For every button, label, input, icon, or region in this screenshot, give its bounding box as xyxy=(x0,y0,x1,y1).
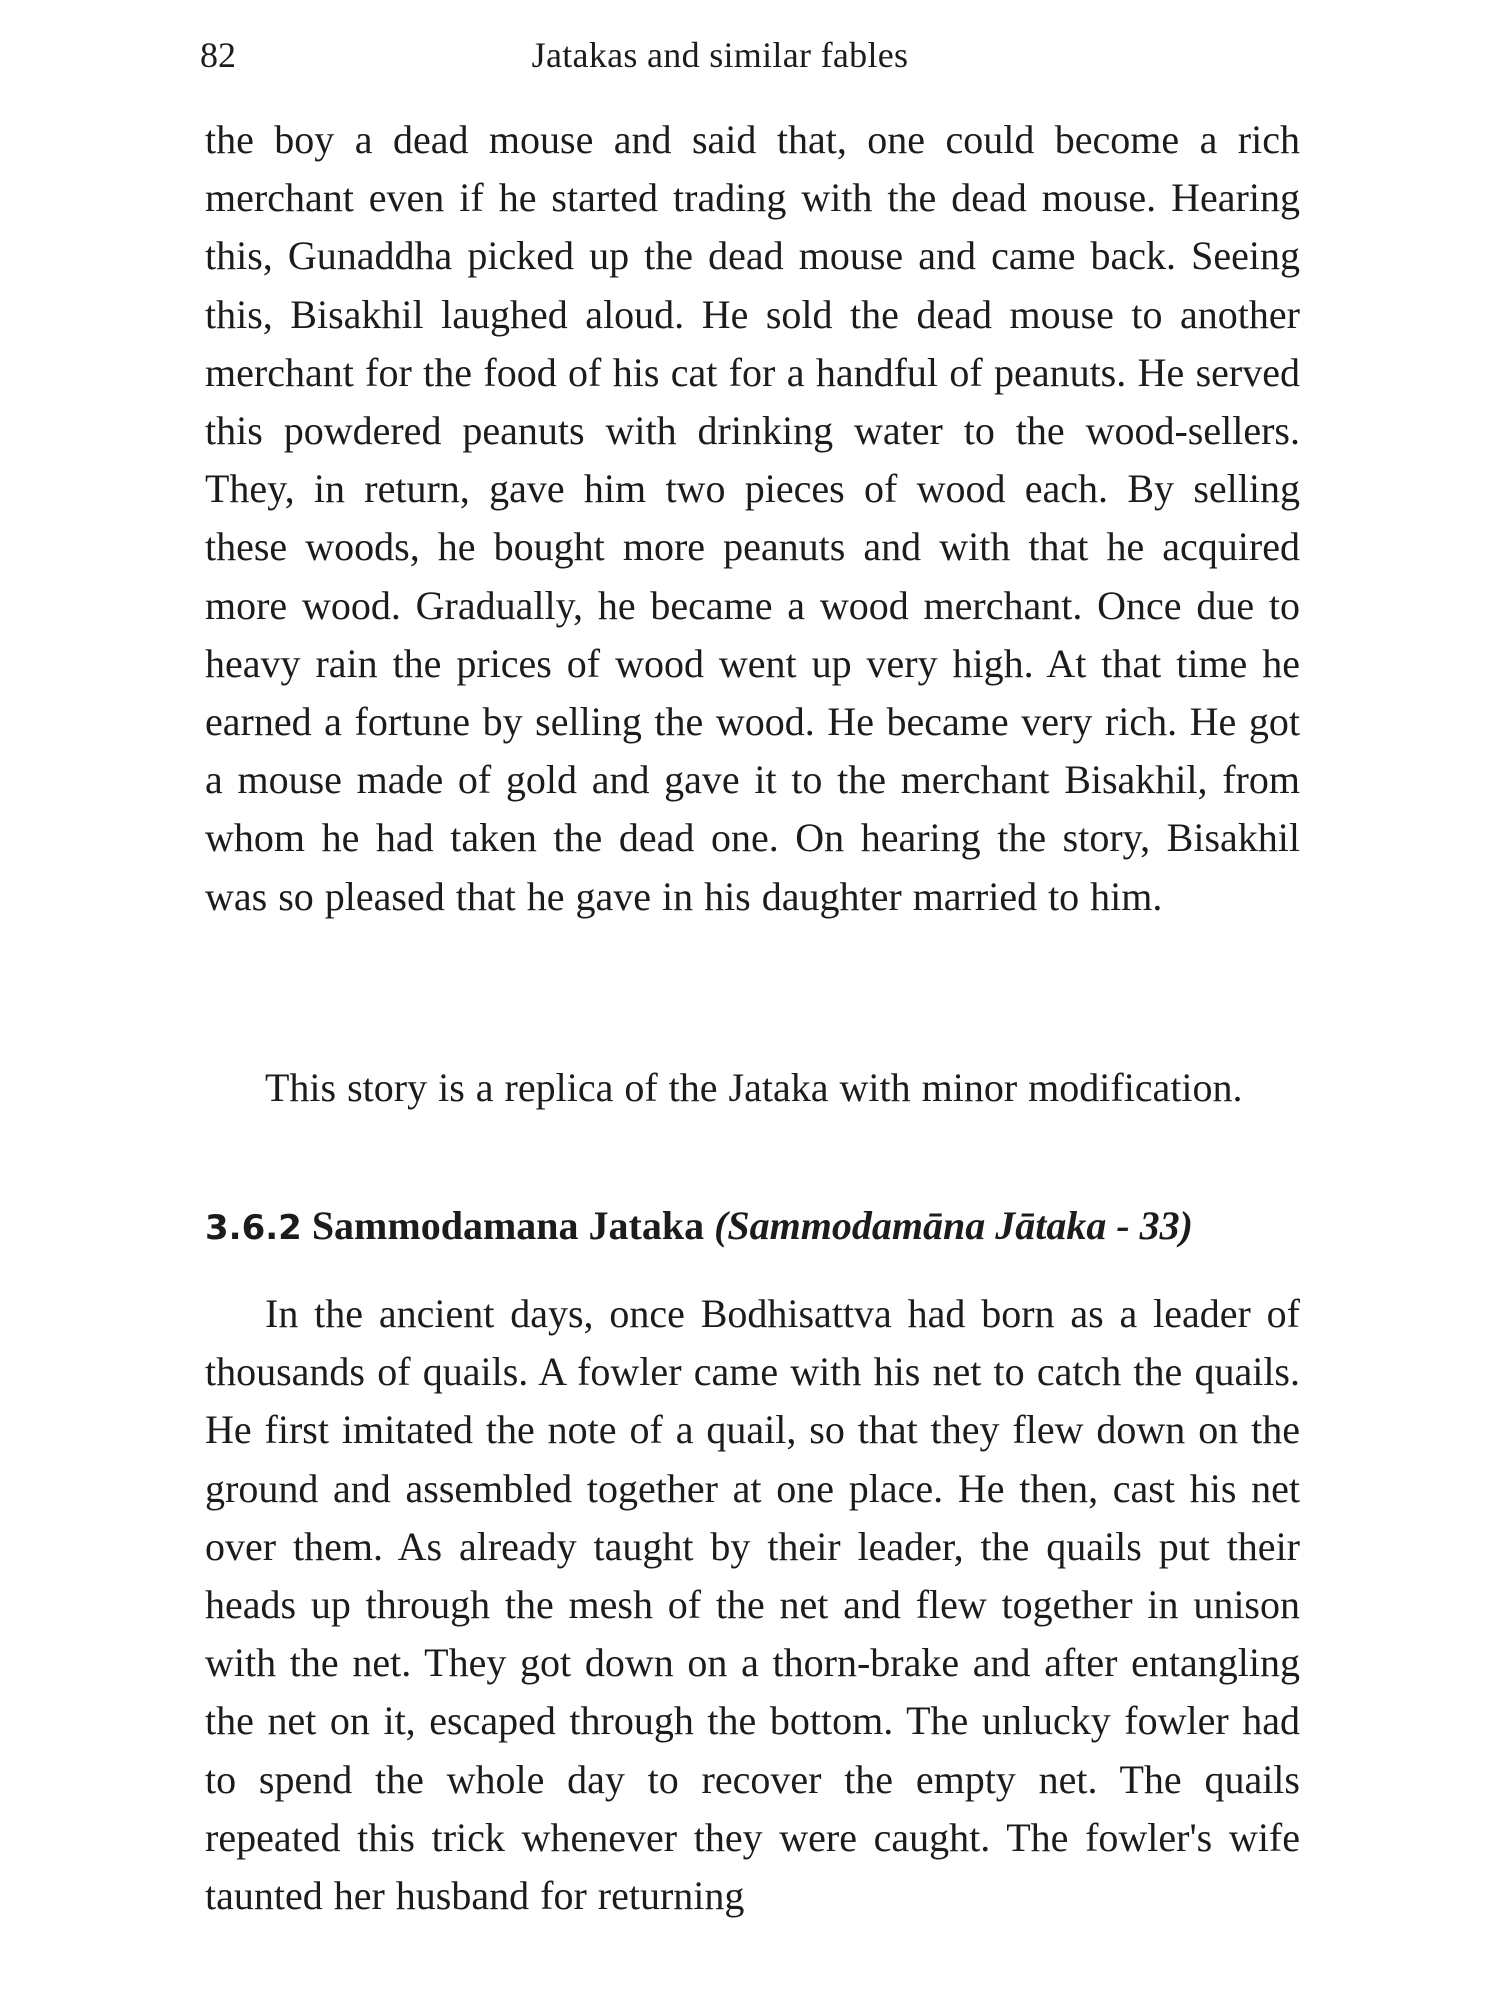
section-title: Sammodamana Jataka xyxy=(311,1203,705,1248)
continued-paragraph: the boy a dead mouse and said that, one could become a rich merchant even if he started trading with the dead mouse. Hearing this, Gunaddha picked up the dead mouse and came back. Seeing this, Bisakhil laughed aloud. He sold the dead mouse to another merchant for the food of his cat for a handful of peanuts. He served this powdered peanuts with drinking water to the wood-sellers. They, in return, gave him two pieces of wood each. By selling these woods, he bought more peanuts and with that he acquired more wood. Gradually, he became a wood merchant. Once due to heavy rain the prices of wood went up very high. At that time he earned a fortune by selling the wood. He became very rich. He got a mouse made of gold and gave it to the merchant Bisakhil, from whom he had taken the dead one. On hearing the story, Bisakhil was so pleased that he gave in his daughter married to him. xyxy=(205,117,1300,919)
section-number: 3.6.2 xyxy=(205,1208,302,1248)
running-head xyxy=(200,30,1300,80)
section-paragraph: In the ancient days, once Bodhisattva had born as a leader of thousands of quails. A fowler came with his net to catch the quails. He first imitated the note of a quail, so that they flew down on the ground and assembled together at one place. He then, cast his net over them. As already taught by their leader, the quails put their heads up through the mesh of the net and flew together in unison with the net. They got down on a thorn-brake and after entangling the net on it, escaped through the bottom. The unlucky fowler had to spend the whole day to recover the empty net. The quails repeated this trick whenever they were caught. The fowler's wife taunted her husband for returning xyxy=(205,1291,1300,1919)
section-heading xyxy=(205,1197,1305,1257)
section-alt-title: (Sammodamāna Jātaka - 33) xyxy=(714,1203,1193,1248)
remark-paragraph: This story is a replica of the Jataka with minor modification. xyxy=(265,1065,1243,1110)
page-number: 82 xyxy=(200,35,236,75)
running-title: Jatakas and similar fables xyxy=(531,35,909,75)
